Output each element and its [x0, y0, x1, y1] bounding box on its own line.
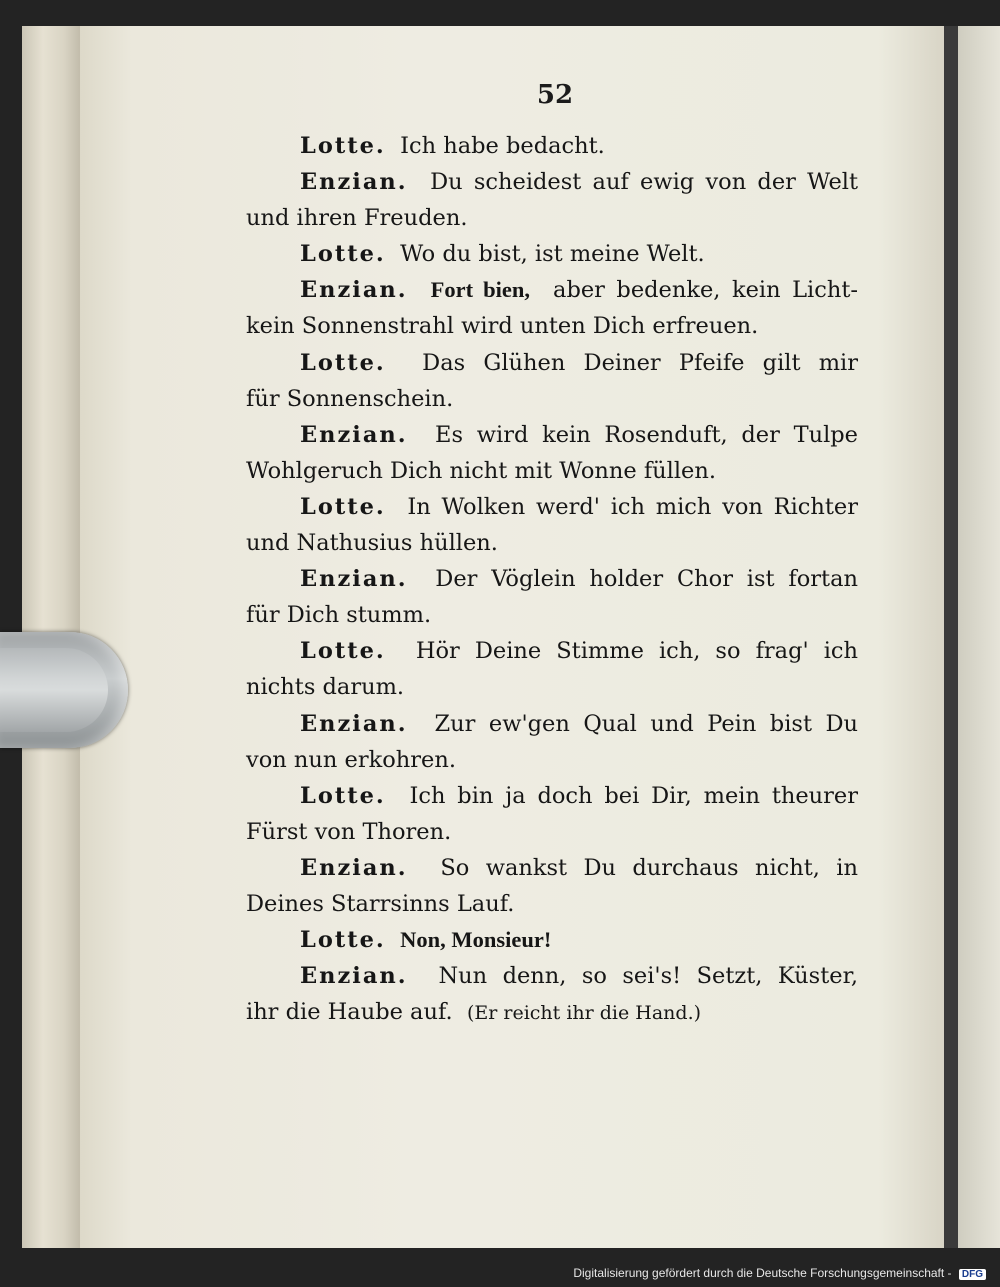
- text-line: [246, 922, 858, 958]
- text-line: [246, 706, 858, 742]
- text-line: [246, 958, 858, 994]
- text-line: [246, 742, 858, 778]
- text-line: [246, 886, 858, 922]
- speaker-name: Lotte.: [300, 782, 386, 809]
- line-text: nichts darum.: [246, 674, 405, 701]
- line-text: In Wolken werd' ich mich von Richter: [407, 493, 858, 520]
- dfg-logo: DFG: [959, 1269, 986, 1280]
- line-text: Du scheidest auf ewig von der Welt: [430, 169, 858, 196]
- speaker-name: Enzian.: [300, 854, 408, 881]
- line-text: Wo du bist, ist meine Welt.: [400, 241, 705, 268]
- line-text: Ich bin ja doch bei Dir, mein theurer: [409, 782, 858, 809]
- text-line: [246, 778, 858, 814]
- line-text: Es wird kein Rosenduft, der Tulpe: [435, 421, 858, 448]
- line-text: So wankst Du durchaus nicht, in: [440, 854, 858, 881]
- text-line: [246, 308, 858, 344]
- text-line: [246, 489, 858, 525]
- line-text: Fürst von Thoren.: [246, 818, 452, 845]
- page-clip-highlight: [0, 648, 108, 732]
- speaker-name: Enzian.: [300, 277, 408, 304]
- line-text: Wohlgeruch Dich nicht mit Wonne füllen.: [246, 457, 716, 484]
- text-line: [246, 345, 858, 381]
- line-text: für Sonnenschein.: [246, 385, 454, 412]
- stage-direction: (Er reicht ihr die Hand.): [466, 1002, 702, 1025]
- speaker-name: Lotte.: [300, 133, 386, 159]
- text-line: [246, 814, 858, 850]
- speaker-name: Enzian.: [300, 710, 408, 737]
- text-line: [246, 236, 858, 272]
- speaker-name: Enzian.: [300, 421, 408, 448]
- text-line: [246, 164, 858, 200]
- line-text: für Dich stumm.: [246, 602, 432, 629]
- speaker-name: Lotte.: [300, 241, 386, 268]
- text-line: [246, 597, 858, 633]
- text-line: [246, 633, 858, 669]
- line-text: Der Vöglein holder Chor ist fortan: [435, 566, 859, 593]
- text-line: [246, 561, 858, 597]
- line-text: und ihren Freuden.: [246, 205, 468, 232]
- french-phrase: Fort bien,: [430, 277, 530, 303]
- line-text: aber bedenke, kein Licht-: [553, 277, 858, 304]
- line-text: ihr die Haube auf.: [246, 999, 453, 1026]
- speaker-name: Lotte.: [300, 927, 386, 954]
- line-text: Ich habe bedacht.: [400, 133, 605, 159]
- line-text: von nun erkohren.: [246, 746, 456, 773]
- text-line: [246, 417, 858, 453]
- line-text: und Nathusius hüllen.: [246, 530, 498, 557]
- digitization-credit: [573, 1266, 986, 1280]
- text-line: [246, 850, 858, 886]
- credit-text: Digitalisierung gefördert durch die Deutsche Forschungsgemeinschaft -: [573, 1266, 952, 1280]
- line-text: Zur ew'gen Qual und Pein bist Du: [434, 710, 858, 737]
- text-line: [246, 381, 858, 417]
- line-text: kein Sonnenstrahl wird unten Dich erfreuen.: [246, 313, 759, 340]
- text-line: [246, 525, 858, 561]
- facing-page-edge: [958, 26, 1000, 1248]
- text-line: [246, 453, 858, 489]
- speaker-name: Lotte.: [300, 349, 386, 376]
- page-number: 52: [536, 80, 574, 110]
- speaker-name: Enzian.: [300, 169, 408, 196]
- french-phrase: Non, Monsieur!: [400, 927, 552, 953]
- text-line: [246, 272, 858, 308]
- text-line: [246, 128, 858, 164]
- text-line: [246, 994, 858, 1030]
- line-text: Hör Deine Stimme ich, so frag' ich: [415, 638, 858, 665]
- dialogue-text: [246, 128, 858, 1030]
- speaker-name: Lotte.: [300, 493, 386, 520]
- line-text: Das Glühen Deiner Pfeife gilt mir: [422, 349, 858, 376]
- text-line: [246, 200, 858, 236]
- text-line: [246, 669, 858, 705]
- speaker-name: Lotte.: [300, 638, 386, 665]
- line-text: Deines Starrsinns Lauf.: [246, 890, 515, 917]
- book-gutter: [944, 26, 958, 1248]
- line-text: Nun denn, so sei's! Setzt, Küster,: [438, 963, 859, 990]
- speaker-name: Enzian.: [300, 963, 408, 990]
- speaker-name: Enzian.: [300, 566, 408, 593]
